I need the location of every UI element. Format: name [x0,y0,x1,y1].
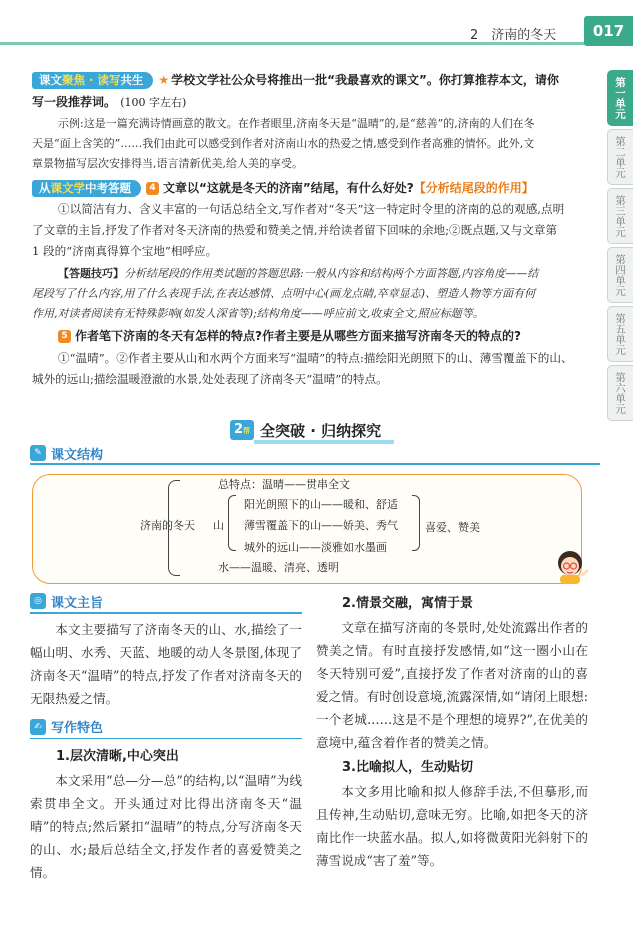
target-icon: ◎ [30,593,46,609]
answer-line: 1 段的“济南真得算个宝地”相呼应。 [32,244,218,258]
tab-unit-2[interactable]: 第二单元 [607,129,633,185]
recommend-question: 课文聚焦 · 读写共生 ★ 学校文学社公众号将推出一批“我最喜欢的课文”。你打算推荐本文，请你 [32,70,592,90]
unit-tabs [607,70,633,424]
section-pill-reading: 课文聚焦 · 读写共生 [32,72,153,89]
answer-line: 城外的远山;描绘温暖澄澈的水景,处处表现了济南冬天“温晴”的特点。 [32,372,388,386]
tab-unit-3[interactable]: 第三单元 [607,188,633,244]
question-4: 从课文学中考答题 4 文章以“这就是冬天的济南”结尾，有什么好处?【分析结尾段的作用】 [32,178,602,198]
tip-line: 尾段写了什么内容,用了什么表现手法,在表达感情、点明中心(画龙点睛,卒章显志)、塑造人物等方面有何 [32,287,536,300]
tip-line: 作用,对读者阅读有无特殊影响(如发人深省等);结构角度——呼应前文,收束全文,照应标题等。 [32,307,484,320]
question-tag: 【分析结尾段的作用】 [413,181,534,195]
section-heading [230,420,381,440]
feature-1-title: 1.层次清晰,中心突出 [56,749,179,764]
tip-line: 【答题技巧】分析结尾段的作用类试题的答题思路:一般从内容和结构两个方面答题,内容角度——结 [58,267,539,280]
question-number-badge: 5 [58,330,71,343]
structure-heading: ✎ 课文结构 [30,444,103,462]
left-column [30,592,302,884]
heading-rule [30,612,302,614]
answer-line: 了文章的主旨,抒发了作者对冬天济南的热爱和赞美之情,并给读者留下回味的余地;②既点题,又与文章第 [32,223,558,237]
diagram-mountain-2: 薄雪覆盖下的山——娇美、秀气 [244,519,398,532]
question-number-badge: 4 [146,182,159,195]
diagram-mountain-1: 阳光朗照下的山——暖和、舒适 [244,498,398,511]
section-badge: 2帮 [230,420,254,440]
right-column [316,592,588,872]
answer-line: ①“温晴”。②作者主要从山和水两个方面来写“温晴”的特点:描绘阳光朗照下的山、薄雪覆盖下的山、 [58,351,573,365]
section-title: 全突破 · 归纳探究 [260,421,382,440]
theme-heading: ◎ 课文主旨 [30,592,302,610]
answer-line: ①以简洁有力、含义丰富的一句话总结全文,写作者对“冬天”这一特定时令里的济南的总的观感,点明 [58,202,565,216]
heading-rule [30,463,600,465]
recommend-question-line2: 写一段推荐词。 (100 字左右) [32,95,187,109]
diagram-mountain-3: 城外的远山——淡雅如水墨画 [244,541,387,554]
diagram-overall: 总特点：温晴——贯串全文 [218,478,350,491]
diagram-water: 水——温暖、清亮、透明 [218,561,339,574]
feature-2-title: 2.情景交融，寓情于景 [342,596,473,611]
section-underline [254,440,394,444]
diagram-root: 济南的冬天 [140,519,195,532]
features-heading: ✍ 写作特色 [30,718,302,736]
tab-unit-4[interactable]: 第四单元 [607,247,633,303]
question-5: 5 作者笔下济南的冬天有怎样的特点?作者主要是从哪些方面来描写济南冬天的特点的? [58,326,598,346]
feature-3-title: 3.比喻拟人，生动贴切 [342,760,473,775]
book-icon: ✎ [30,445,46,461]
feature-3-text: 本文多用比喻和拟人修辞手法,不但摹形,而且传神,生动贴切,意味无穷。比喻,如把冬天的济南比作一块蓝水晶。拟人,如将微黄阳光斜射下的薄雪说成“害了羞”等。 [316,784,588,868]
feature-2-text: 文章在描写济南的冬景时,处处流露出作者的赞美之情。有时直接抒发感情,如“这一圈小山在冬天特别可爱”,直接抒发了作者对济南的山的喜爱之情。有时创设意境,流露深情,如“请闭上眼想:一个老城……这是不是个理想的境界?”,在优美的意境中,蕴含着作者的赞美之情。 [316,620,588,750]
heading-rule [30,738,302,740]
answer-line: 天是“面上含笑的”……我们由此可以感受到作者对济南山水的热爱之情,感受到作者高雅的情怀。此外,文 [32,137,535,150]
brace [168,480,180,576]
section-pill-exam: 从课文学中考答题 [32,180,141,197]
girl-illustration-icon [550,545,590,585]
chapter-title: 2 济南的冬天 [470,28,557,43]
pen-icon: ✍ [30,719,46,735]
star-icon: ★ [158,73,170,87]
tab-unit-5[interactable]: 第五单元 [607,306,633,362]
diagram-mountain: 山 [213,519,224,532]
answer-line: 章景物描写层次安排得当,语言清新优美,给人美的享受。 [32,157,303,170]
theme-text: 本文主要描写了济南冬天的山、水,描绘了一幅山明、水秀、天蓝、地暖的动人冬景图,体现了济南冬天“温晴”的特点,抒发了作者对济南冬天的无限热爱之情。 [30,621,302,706]
brace [412,495,420,551]
tab-unit-1[interactable]: 第一单元 [607,70,633,126]
feature-1-text: 本文采用“总—分—总”的结构,以“温晴”为线索贯串全文。开头通过对比得出济南冬天“温晴”的特点;然后紧扣“温晴”的特点,分写济南冬天的山、水;最后总结全文,抒发作者的喜爱赞美之情。 [30,773,302,880]
page-number: 017 [584,16,633,46]
diagram-emotion: 喜爱、赞美 [425,521,480,534]
tab-unit-6[interactable]: 第六单元 [607,365,633,421]
brace [228,495,236,551]
answer-line: 示例:这是一篇充满诗情画意的散文。在作者眼里,济南冬天是“温晴”的,是“慈善”的,济南的人们在冬 [58,117,535,130]
